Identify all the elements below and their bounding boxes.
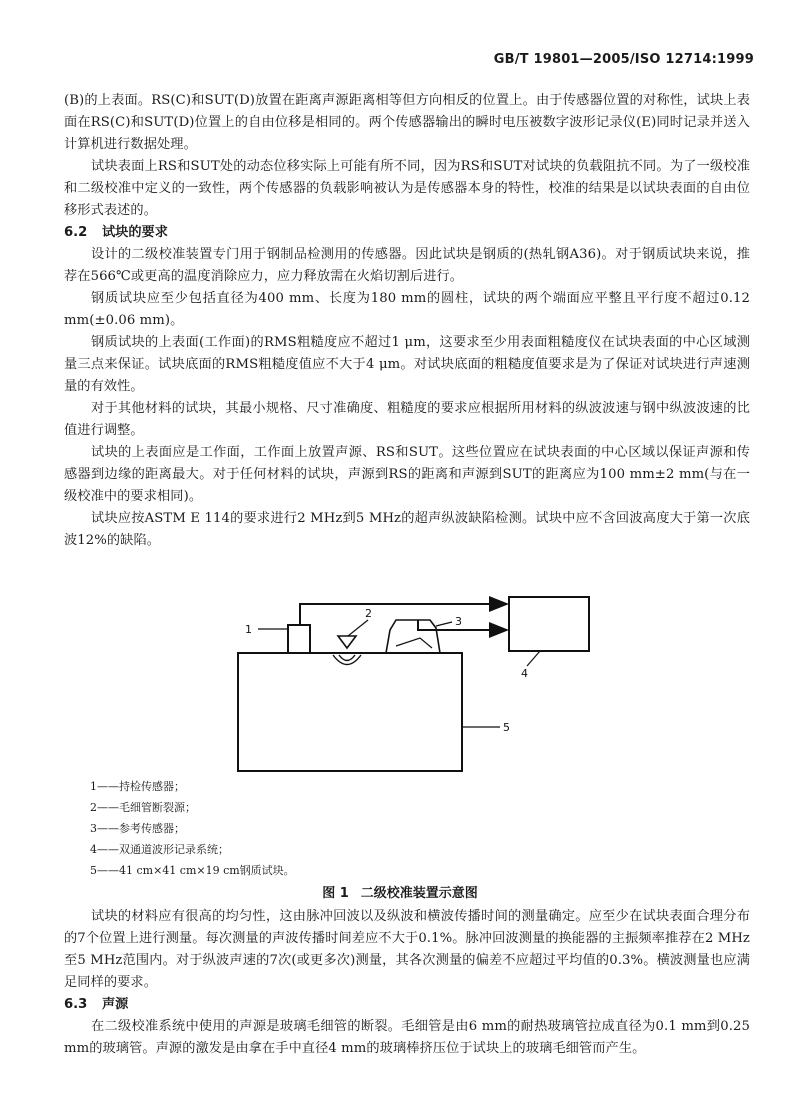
figure-label: 图 1 (322, 886, 349, 901)
section-title: 声源 (102, 997, 129, 1012)
legend-item: 3——参考传感器； (90, 822, 185, 835)
wave-arc-inner (339, 655, 355, 661)
paragraph: 钢质试块的上表面(工作面)的RMS粗糙度应不超过1 μm，这要求至少用表面粗糙度仪在试块表面的中心区域测量三点来保证。试块底面的RMS粗糙度值应不大于4 μm。对试块底面的粗糙度值要求是为了保证对试块进行声速测量的有效性。 (64, 335, 750, 394)
callout-3: 3 (455, 615, 462, 628)
section-number: 6.3 (64, 997, 88, 1012)
leader-line-4 (527, 651, 540, 666)
section-number: 6.2 (64, 225, 88, 240)
legend-item: 1——持检传感器； (90, 780, 185, 793)
waveform-recorder (509, 597, 589, 651)
figure-title: 二级校准装置示意图 (360, 886, 478, 901)
wave-arc-outer (333, 655, 361, 665)
leader-line-2 (348, 620, 368, 636)
reference-sensor (386, 620, 440, 653)
paragraph: 试块表面上RS和SUT处的动态位移实际上可能有所不同，因为RS和SUT对试块的负载阻抗不同。为了一级校准和二级校准中定义的一致性，两个传感器的负载影响被认为是传感器本身的特性，校准的结果是以试块表面的自由位移形式表述的。 (64, 159, 750, 218)
paragraph: 试块的材料应有很高的均匀性，这由脉冲回波以及纵波和横波传播时间的测量确定。应至少在试块表面合理分布的7个位置上进行测量。每次测量的声波传播时间差应不大于0.1%。脉冲回波测量的换能器的主振频率推荐在2 MHz至5 MHz范围内。对于纵波声速的7次(或更多次)测量，其各次测量的偏差不应超过平均值的0.3%。横波测量也应满足同样的要求。 (64, 909, 750, 990)
section-title: 试块的要求 (102, 225, 168, 240)
callout-2: 2 (365, 607, 372, 620)
section-heading-6-2 (64, 222, 750, 244)
paragraph: 试块应按ASTM E 114的要求进行2 MHz到5 MHz的超声纵波缺陷检测。试块中应不含回波高度大于第一次底波12%的缺陷。 (64, 511, 750, 548)
paragraph: 对于其他材料的试块，其最小规格、尺寸准确度、粗糙度的要求应根据所用材料的纵波波速与钢中纵波波速的比值进行调整。 (64, 401, 750, 438)
paragraph: 在二级校准系统中使用的声源是玻璃毛细管的断裂。毛细管是由6 mm的耐热玻璃管拉成直径为0.1 mm到0.25 mm的玻璃管。声源的激发是由拿在手中直径4 mm的玻璃棒挤压位于试块上的玻璃毛细管而产生。 (64, 1019, 750, 1056)
standard-header: GB/T 19801—2005/ISO 12714:1999 (493, 52, 754, 67)
figure-legend (90, 776, 295, 881)
paragraph: 试块的上表面应是工作面，工作面上放置声源、RS和SUT。这些位置应在试块表面的中心区域以保证声源和传感器到边缘的距离最大。对于任何材料的试块，声源到RS的距离和声源到SUT的距离应为100 mm±2 mm(与在一级校准中的要求相同)。 (64, 445, 750, 504)
callout-4: 4 (521, 667, 528, 680)
paragraph: 钢质试块应至少包括直径为400 mm、长度为180 mm的圆柱，试块的两个端面应平整且平行度不超过0.12 mm(±0.06 mm)。 (64, 291, 750, 328)
section-heading-6-3 (64, 994, 750, 1016)
legend-item: 5——41 cm×41 cm×19 cm钢质试块。 (90, 864, 295, 877)
figure-caption (0, 882, 800, 901)
callout-1: 1 (245, 623, 252, 636)
steel-test-block (238, 653, 462, 771)
callout-5: 5 (503, 721, 510, 734)
legend-item: 2——毛细管断裂源； (90, 801, 196, 814)
reference-sensor-detail (396, 638, 432, 648)
leader-line-3 (436, 622, 452, 626)
cable-rs (418, 620, 507, 630)
sensor-under-test (288, 625, 310, 653)
paragraph: 设计的二级校准装置专门用于钢制品检测用的传感器。因此试块是钢质的(热轧钢A36)。对于钢质试块来说，推荐在566℃或更高的温度消除应力，应力释放需在火焰切割后进行。 (64, 247, 750, 284)
cable-sut (300, 604, 507, 625)
top-text-block (64, 90, 750, 552)
legend-item: 4——双通道波形记录系统； (90, 843, 229, 856)
capillary-source (338, 636, 356, 648)
bottom-text-block (64, 906, 750, 1060)
paragraph: (B)的上表面。RS(C)和SUT(D)放置在距离声源距离相等但方向相反的位置上。由于传感器位置的对称性，试块上表面在RS(C)和SUT(D)位置上的自由位移是相同的。两个传感器输出的瞬时电压被数字波形记录仪(E)同时记录并送入计算机进行数据处理。 (64, 93, 750, 152)
